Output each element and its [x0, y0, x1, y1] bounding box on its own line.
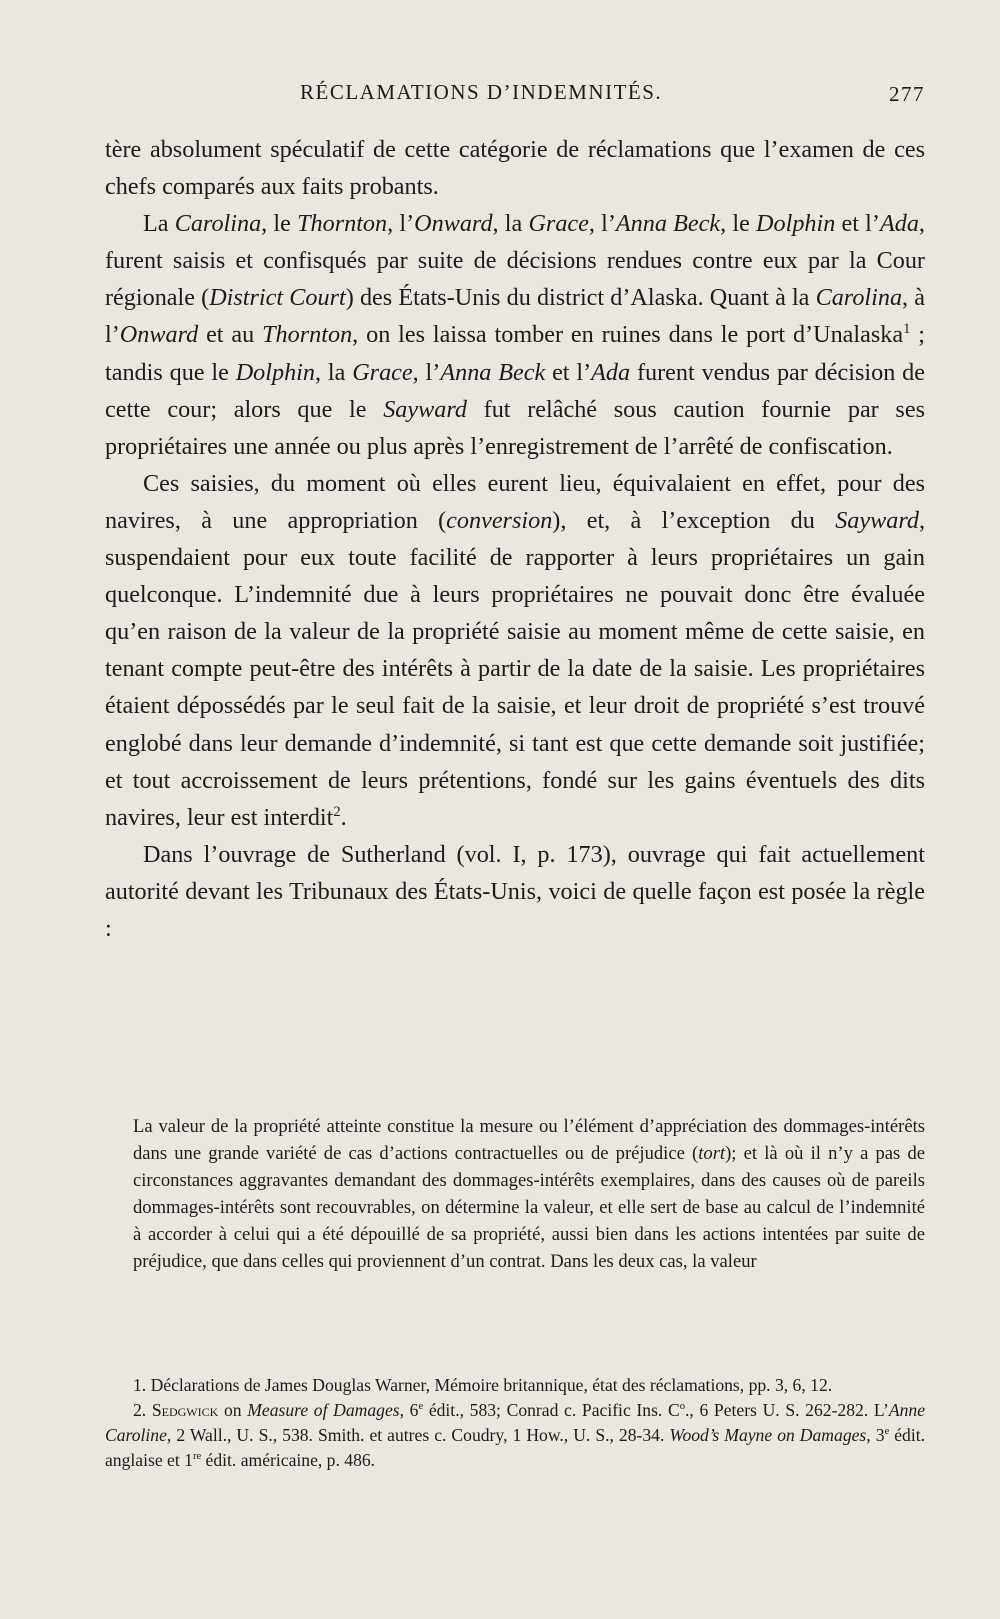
text-run: La valeur de la propriété atteinte constitue la mesure ou l’élément d’appréciation des dommages-intérêts dans une grande variété de cas d’actions contractuelles ou de préjudice (: [133, 1116, 925, 1164]
italic-text: Anna Beck: [615, 210, 721, 238]
text-run: , l’: [387, 210, 415, 238]
text-run: ), et, à l’exception du: [552, 506, 836, 534]
text-run: édit. anglaise et 1: [105, 1425, 925, 1470]
italic-text: Measure of Damages: [247, 1400, 400, 1420]
text-run: , 3: [866, 1425, 885, 1445]
text-run: Ces saisies, du moment où elles eurent lieu, équivalaient en effet, pour des navires, à une appropriation (: [105, 469, 925, 534]
paragraph: [105, 205, 925, 465]
italic-text: Sayward: [383, 395, 467, 423]
text-run: , le: [261, 210, 298, 238]
superscript: 1: [903, 321, 911, 338]
text-run: Sedgwick: [151, 1400, 219, 1420]
running-title: RÉCLAMATIONS D’INDEMNITÉS.: [300, 80, 663, 104]
italic-text: conversion: [446, 506, 553, 534]
italic-text: Thornton: [297, 210, 388, 238]
italic-text: Ada: [591, 358, 631, 386]
italic-text: Ada: [879, 210, 919, 238]
text-run: .: [340, 803, 347, 831]
paragraph: [105, 465, 925, 836]
text-run: et l’: [545, 358, 592, 386]
text-run: , l’: [588, 210, 616, 238]
text-run: ., 6 Peters U. S. 262-282. L’: [685, 1400, 889, 1420]
italic-text: tort: [698, 1143, 726, 1164]
text-run: , l’: [412, 358, 441, 386]
footnote: [105, 1373, 925, 1398]
text-run: et au: [198, 321, 263, 349]
italic-text: Carolina: [174, 210, 262, 238]
italic-text: Anne Caroline: [105, 1400, 926, 1445]
footnotes: [105, 1373, 925, 1473]
superscript: e: [418, 1401, 424, 1413]
text-run: 1. Déclarations de James Douglas Warner, Mémoire britannique, état des réclamations, pp. 3, 6, 12.: [133, 1375, 833, 1395]
text-run: , à l’: [105, 284, 925, 349]
text-run: , 2 Wall., U. S., 538. Smith. et autres c. Coudry, 1 How., U. S., 28-34.: [166, 1425, 670, 1445]
text-run: , la: [315, 358, 353, 386]
text-run: fut relâché sous caution fournie par ses propriétaires une année ou plus après l’enregistrement de l’arrêté de confiscation.: [105, 395, 925, 460]
text-run: Dans l’ouvrage de Sutherland (vol. I, p. 173), ouvrage qui fait actuellement autorité devant les Tribunaux des États-Unis, voici de quelle façon est posée la règle :: [105, 840, 925, 942]
italic-text: Wood’s Mayne on Damages: [669, 1425, 867, 1445]
superscript: re: [192, 1451, 202, 1463]
text-run: , 6: [399, 1400, 419, 1420]
italic-text: Dolphin: [756, 210, 836, 238]
italic-text: Onward: [414, 210, 493, 238]
main-text: [105, 131, 925, 947]
text-run: , suspendaient pour eux toute facilité de rapporter à leurs propriétaires un gain quelconque. L’indemnité due à leurs propriétaires ne pouvait donc être évaluée qu’en raison de la valeur de la propriété saisie au moment même de cette saisie, en tenant compte peut-être des intérêts à partir de la date de la saisie. Les propriétaires étaient dépossédés par le seul fait de la saisie, et leur droit de propriété s’est trouvé englobé dans leur demande d’indemnité, si tant est que cette demande soit justifiée; et tout accroissement de leurs prétentions, fondé sur les gains éventuels des dits navires, leur est interdit: [105, 506, 925, 831]
italic-text: District Court: [209, 284, 346, 312]
text-run: , le: [720, 210, 757, 238]
text-run: , la: [492, 210, 529, 238]
italic-text: Grace: [352, 358, 413, 386]
paragraph: [105, 836, 925, 947]
footnote: [105, 1398, 925, 1473]
block-quote: [133, 1113, 925, 1275]
superscript: e: [884, 1426, 890, 1438]
text-run: et l’: [835, 210, 880, 238]
page-number: 277: [889, 82, 925, 106]
text-run: tère absolument spéculatif de cette catégorie de réclamations que l’examen de ces chefs comparés aux faits probants.: [105, 136, 925, 201]
text-run: La: [143, 210, 175, 238]
text-run: édit. américaine, p. 486.: [201, 1450, 376, 1470]
text-run: 2.: [133, 1400, 152, 1420]
italic-text: Thornton: [262, 321, 353, 349]
italic-text: Onward: [119, 321, 199, 349]
italic-text: Carolina: [815, 284, 903, 312]
italic-text: Sayward: [835, 506, 919, 534]
running-header: [105, 76, 925, 108]
italic-text: Grace: [528, 210, 589, 238]
italic-text: Anna Beck: [440, 358, 546, 386]
text-run: ; tandis que le: [105, 321, 925, 386]
superscript: 2: [333, 803, 341, 820]
italic-text: Dolphin: [235, 358, 315, 386]
text-run: , furent saisis et confisqués par suite de décisions rendues contre eux par la Cour régionale (: [105, 210, 925, 312]
text-run: ); et là où il n’y a pas de circonstances aggravantes demandant des dommages-intérêts exemplaires, dans des causes où de pareils dommages-intérêts sont recouvrables, on détermine la valeur, et elle sert de base au calcul de l’indemnité à accorder à celui qui a été dépouillé de sa propriété, aussi bien dans les actions intentées par suite de préjudice, que dans celles qui proviennent d’un contrat. Dans les deux cas, la valeur: [133, 1143, 926, 1272]
quote-text: [133, 1113, 925, 1275]
superscript: o: [679, 1401, 685, 1413]
text-run: furent vendus par décision de cette cour; alors que le: [105, 358, 925, 423]
text-run: ) des États-Unis du district d’Alaska. Quant à la: [345, 284, 816, 312]
text-run: on: [218, 1400, 248, 1420]
text-run: édit., 583; Conrad c. Pacific Ins. C: [423, 1400, 680, 1420]
text-run: , on les laissa tomber en ruines dans le port d’Unalaska: [352, 321, 904, 349]
paragraph: [105, 131, 925, 205]
